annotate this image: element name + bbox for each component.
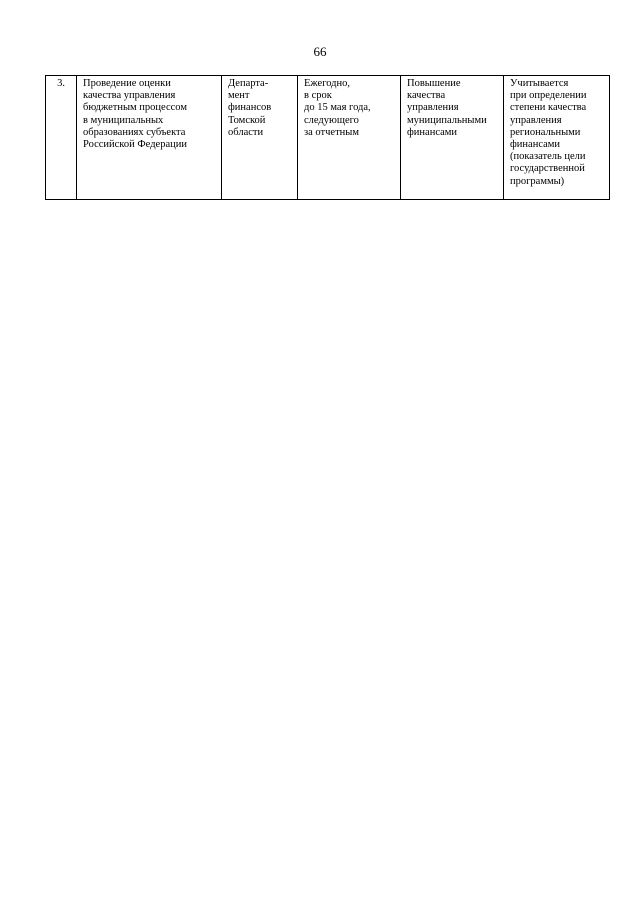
activity-cell: Проведение оценки качества управления бюджетным процессом в муниципальных образованиях субъекта Российской Федерации: [77, 76, 222, 200]
responsible-cell: Департа- мент финансов Томской области: [222, 76, 298, 200]
table-row: [46, 76, 610, 200]
row-number-cell: 3.: [46, 76, 77, 200]
note-cell: Учитывается при определении степени качества управления региональными финансами (показатель цели государственной программы): [504, 76, 610, 200]
expected-result-cell: Повышение качества управления муниципальными финансами: [401, 76, 504, 200]
page-number: 66: [313, 44, 327, 59]
measures-table: [45, 75, 610, 200]
deadline-cell: Ежегодно, в срок до 15 мая года, следующего за отчетным: [298, 76, 401, 200]
